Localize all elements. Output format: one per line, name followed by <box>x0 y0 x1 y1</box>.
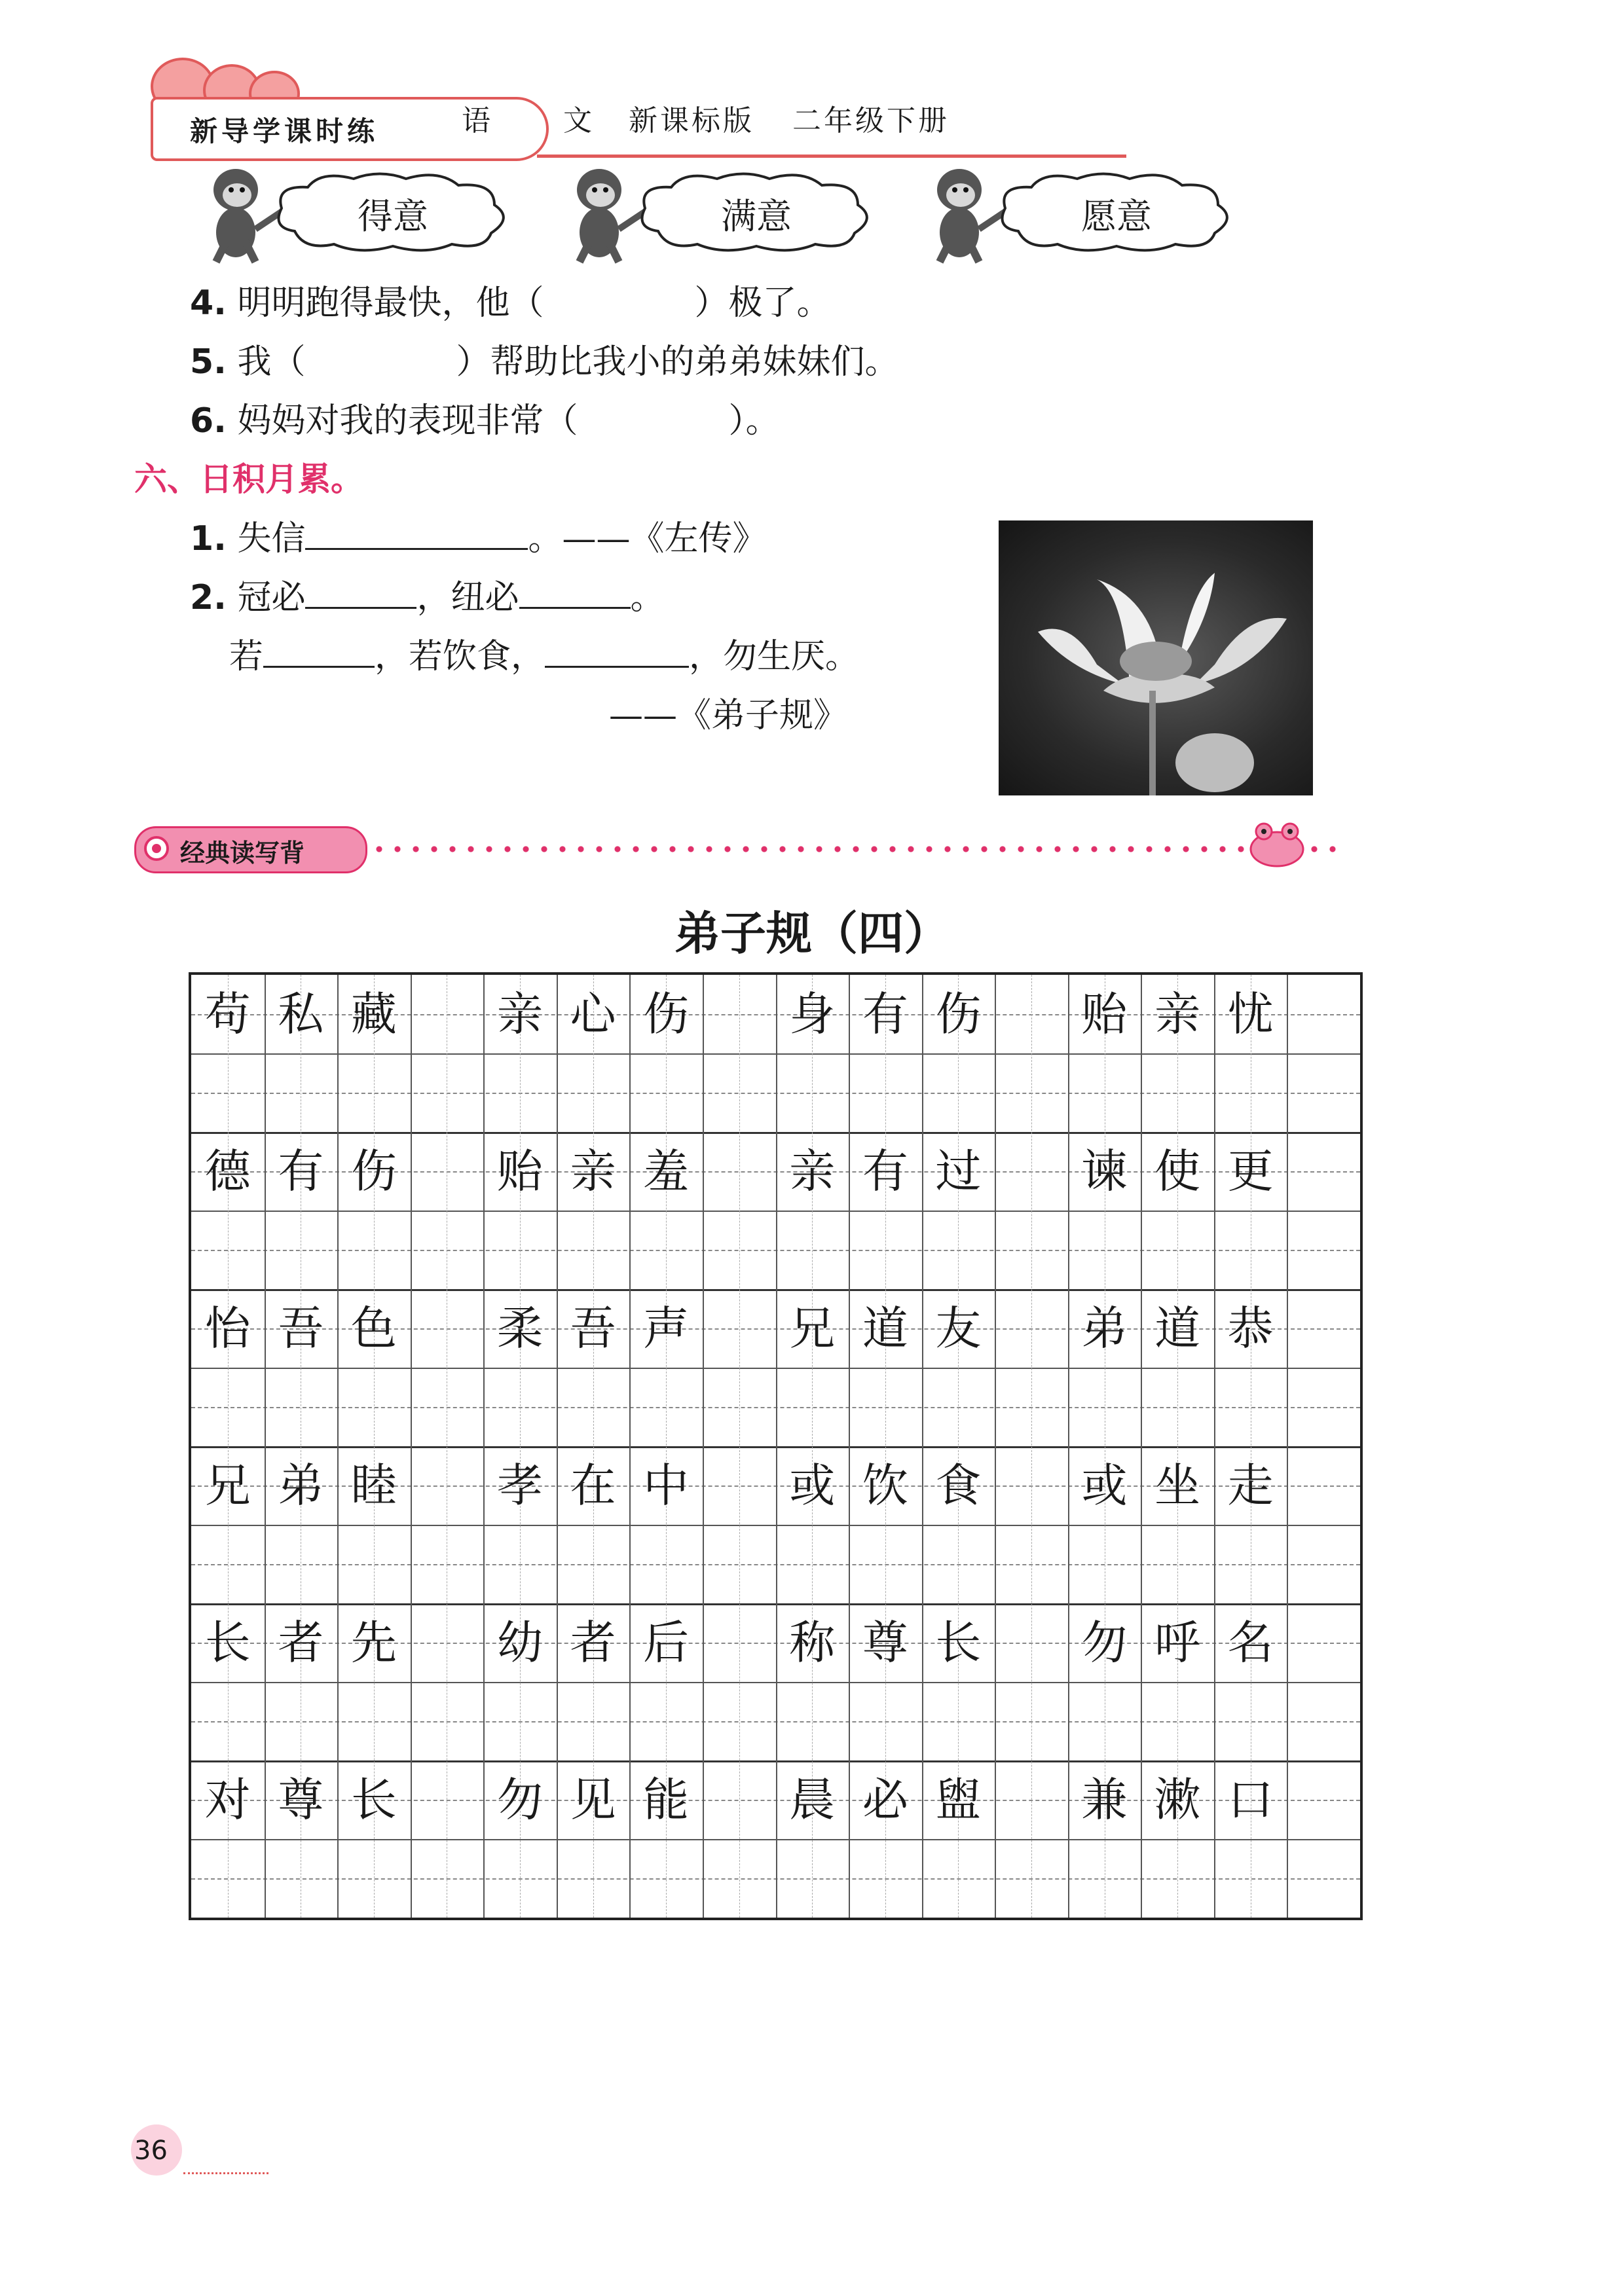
grid-character: 亲 <box>570 1144 616 1198</box>
grid-character: 忧 <box>1227 987 1274 1041</box>
brand-title: 新导学课时练 <box>190 115 379 147</box>
grid-character: 过 <box>935 1144 982 1198</box>
grid-character: 坐 <box>1154 1459 1201 1512</box>
section-six-title: 六、日积月累。 <box>134 460 363 498</box>
grid-character: 恭 <box>1227 1302 1274 1355</box>
grid-character: 食 <box>935 1459 982 1512</box>
idiom-source: ——《弟子规》 <box>609 696 848 735</box>
idiom-question-2: 2. 冠必 ，纽必 。 <box>190 570 665 619</box>
grid-character: 贻 <box>1081 987 1128 1041</box>
grid-column-line <box>995 975 996 1918</box>
grid-character: 羞 <box>643 1144 690 1198</box>
grid-guide-line <box>739 975 740 1918</box>
poem-title: 弟子规（四） <box>674 907 950 960</box>
grid-character: 名 <box>1227 1616 1274 1669</box>
grid-character: 能 <box>643 1773 690 1827</box>
grid-character: 谏 <box>1081 1144 1128 1198</box>
grid-character: 伤 <box>643 987 690 1041</box>
grid-character: 藏 <box>350 987 397 1041</box>
grid-character: 中 <box>643 1459 690 1512</box>
grid-character: 长 <box>204 1616 251 1669</box>
banner-label: 经典读写背 <box>180 839 305 867</box>
grid-character: 亲 <box>497 987 544 1041</box>
grid-character: 私 <box>278 987 324 1041</box>
grid-character: 伤 <box>935 987 982 1041</box>
grid-character: 弟 <box>278 1459 324 1512</box>
classic-reading-banner <box>134 826 1313 872</box>
grid-character: 见 <box>570 1773 616 1827</box>
dotted-divider <box>370 846 1339 852</box>
grid-character: 兄 <box>204 1459 251 1512</box>
grid-character: 者 <box>278 1616 324 1669</box>
grid-character: 有 <box>862 987 908 1041</box>
grid-character: 孝 <box>497 1459 544 1512</box>
grid-character: 兄 <box>789 1302 836 1355</box>
grid-character: 兼 <box>1081 1773 1128 1827</box>
grid-character: 勿 <box>497 1773 544 1827</box>
word-cloud-3 <box>913 157 1254 275</box>
grid-character: 身 <box>789 987 836 1041</box>
lotus-icon <box>999 520 1313 795</box>
grid-character: 弟 <box>1081 1302 1128 1355</box>
grid-column-line <box>703 975 704 1918</box>
grid-character: 柔 <box>497 1302 544 1355</box>
grid-character: 有 <box>278 1144 324 1198</box>
calligraphy-grid <box>189 972 1363 1920</box>
grid-character: 漱 <box>1154 1773 1201 1827</box>
frog-icon <box>1241 813 1313 872</box>
grid-character: 长 <box>935 1616 982 1669</box>
grid-character: 吾 <box>570 1302 616 1355</box>
grid-character: 尊 <box>278 1773 324 1827</box>
grid-character: 德 <box>204 1144 251 1198</box>
grid-character: 苟 <box>204 987 251 1041</box>
grid-character: 在 <box>570 1459 616 1512</box>
grid-character: 贻 <box>497 1144 544 1198</box>
target-icon <box>143 835 170 862</box>
grid-character: 睦 <box>350 1459 397 1512</box>
idiom-question-2-line2: 若 ，若饮食， ，勿生厌。 <box>229 629 859 678</box>
page-number-rule <box>183 2172 268 2174</box>
grid-character: 道 <box>1154 1302 1201 1355</box>
grid-guide-line <box>1031 975 1032 1918</box>
grid-character: 吾 <box>278 1302 324 1355</box>
grid-character: 尊 <box>862 1616 908 1669</box>
word-cloud-2 <box>553 157 894 275</box>
subject-1: 语 <box>462 104 493 137</box>
grid-character: 必 <box>862 1773 908 1827</box>
grid-character: 幼 <box>497 1616 544 1669</box>
grid-character: 声 <box>643 1302 690 1355</box>
grid-character: 饮 <box>862 1459 908 1512</box>
grid-character: 长 <box>350 1773 397 1827</box>
grid-character: 称 <box>789 1616 836 1669</box>
grid-character: 有 <box>862 1144 908 1198</box>
subject-2: 文 <box>563 104 595 137</box>
word-cloud-1 <box>190 157 530 275</box>
grid-character: 或 <box>1081 1459 1128 1512</box>
grid-character: 道 <box>862 1302 908 1355</box>
grid-character: 友 <box>935 1302 982 1355</box>
grid-character: 亲 <box>789 1144 836 1198</box>
grid-character: 勿 <box>1081 1616 1128 1669</box>
edition: 新课标版 <box>629 104 754 137</box>
grid-character: 者 <box>570 1616 616 1669</box>
grid-character: 或 <box>789 1459 836 1512</box>
grid-character: 先 <box>350 1616 397 1669</box>
grid-character: 伤 <box>350 1144 397 1198</box>
grid-character: 对 <box>204 1773 251 1827</box>
page-number: 36 <box>134 2136 168 2166</box>
grade: 二年级下册 <box>792 104 950 137</box>
grid-character: 晨 <box>789 1773 836 1827</box>
question-4: 4. 明明跑得最快，他（ ）极了。 <box>190 283 831 323</box>
page-header <box>131 58 1244 149</box>
grid-column-line <box>411 975 412 1918</box>
grid-column-line <box>1287 975 1288 1918</box>
cloud-word: 得意 <box>358 196 428 237</box>
grid-character: 口 <box>1227 1773 1274 1827</box>
grid-character: 使 <box>1154 1144 1201 1198</box>
idiom-question-1: 1. 失信 。——《左传》 <box>190 511 767 560</box>
grid-character: 盥 <box>935 1773 982 1827</box>
grid-character: 更 <box>1227 1144 1274 1198</box>
grid-character: 心 <box>570 987 616 1041</box>
question-6: 6. 妈妈对我的表现非常（ ）。 <box>190 401 780 441</box>
grid-character: 呼 <box>1154 1616 1201 1669</box>
question-5: 5. 我（ ）帮助比我小的弟弟妹妹们。 <box>190 342 899 382</box>
lotus-photo <box>999 520 1313 795</box>
grid-character: 亲 <box>1154 987 1201 1041</box>
grid-character: 后 <box>643 1616 690 1669</box>
grid-character: 色 <box>350 1302 397 1355</box>
grid-character: 怡 <box>204 1302 251 1355</box>
cloud-word: 愿意 <box>1081 196 1152 237</box>
cloud-word: 满意 <box>721 196 792 237</box>
grid-character: 走 <box>1227 1459 1274 1512</box>
